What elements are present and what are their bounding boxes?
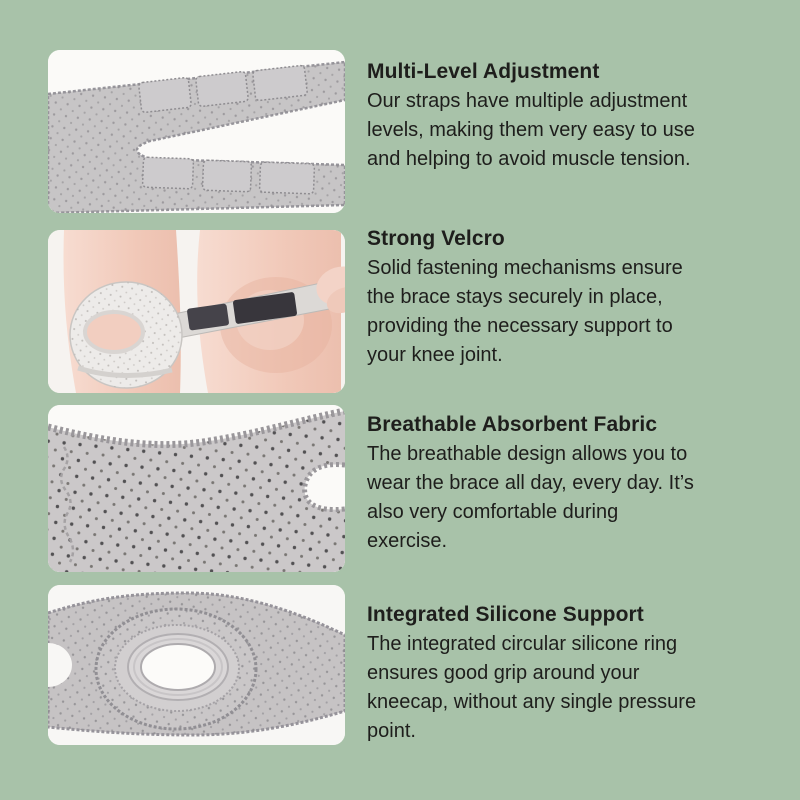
feature-description-line: levels, making them very easy to use <box>367 119 695 141</box>
feature-block-silicone-support <box>367 600 777 746</box>
silicone-ring-illustration <box>48 585 345 745</box>
feature-title: Integrated Silicone Support <box>367 603 644 626</box>
feature-description-line: wear the brace all day, every day. It’s <box>367 472 694 494</box>
feature-description-line: Our straps have multiple adjustment <box>367 90 688 112</box>
feature-description-line: The breathable design allows you to <box>367 443 688 465</box>
feature-description-line: point. <box>367 720 416 742</box>
feature-block-breathable-fabric <box>367 410 777 556</box>
feature-description-line: providing the necessary support to <box>367 315 673 337</box>
feature-description-line: exercise. <box>367 530 448 552</box>
feature-description-line: also very comfortable during <box>367 501 619 523</box>
feature-title: Multi-Level Adjustment <box>367 60 600 83</box>
feature-block-multi-level-adjustment <box>367 57 777 174</box>
knee-brace-strap-photo <box>48 230 345 393</box>
silicone-ring-photo <box>48 585 345 745</box>
feature-description-line: Solid fastening mechanisms ensure <box>367 257 683 279</box>
feature-title: Strong Velcro <box>367 227 505 250</box>
feature-description-line: kneecap, without any single pressure <box>367 691 697 713</box>
breathable-fabric-photo <box>48 405 345 572</box>
feature-description-line: The integrated circular silicone ring <box>367 633 678 655</box>
feature-description-line: and helping to avoid muscle tension. <box>367 148 691 170</box>
feature-description-line: ensures good grip around your <box>367 662 640 684</box>
feature-title: Breathable Absorbent Fabric <box>367 413 658 436</box>
adjustment-straps-photo <box>48 50 345 213</box>
feature-description-line: the brace stays securely in place, <box>367 286 663 308</box>
v-straps-illustration <box>48 50 345 213</box>
feature-description-line: your knee joint. <box>367 344 503 366</box>
fabric-closeup-illustration <box>48 405 345 572</box>
feature-block-strong-velcro <box>367 224 777 370</box>
knee-brace-illustration <box>48 230 345 393</box>
